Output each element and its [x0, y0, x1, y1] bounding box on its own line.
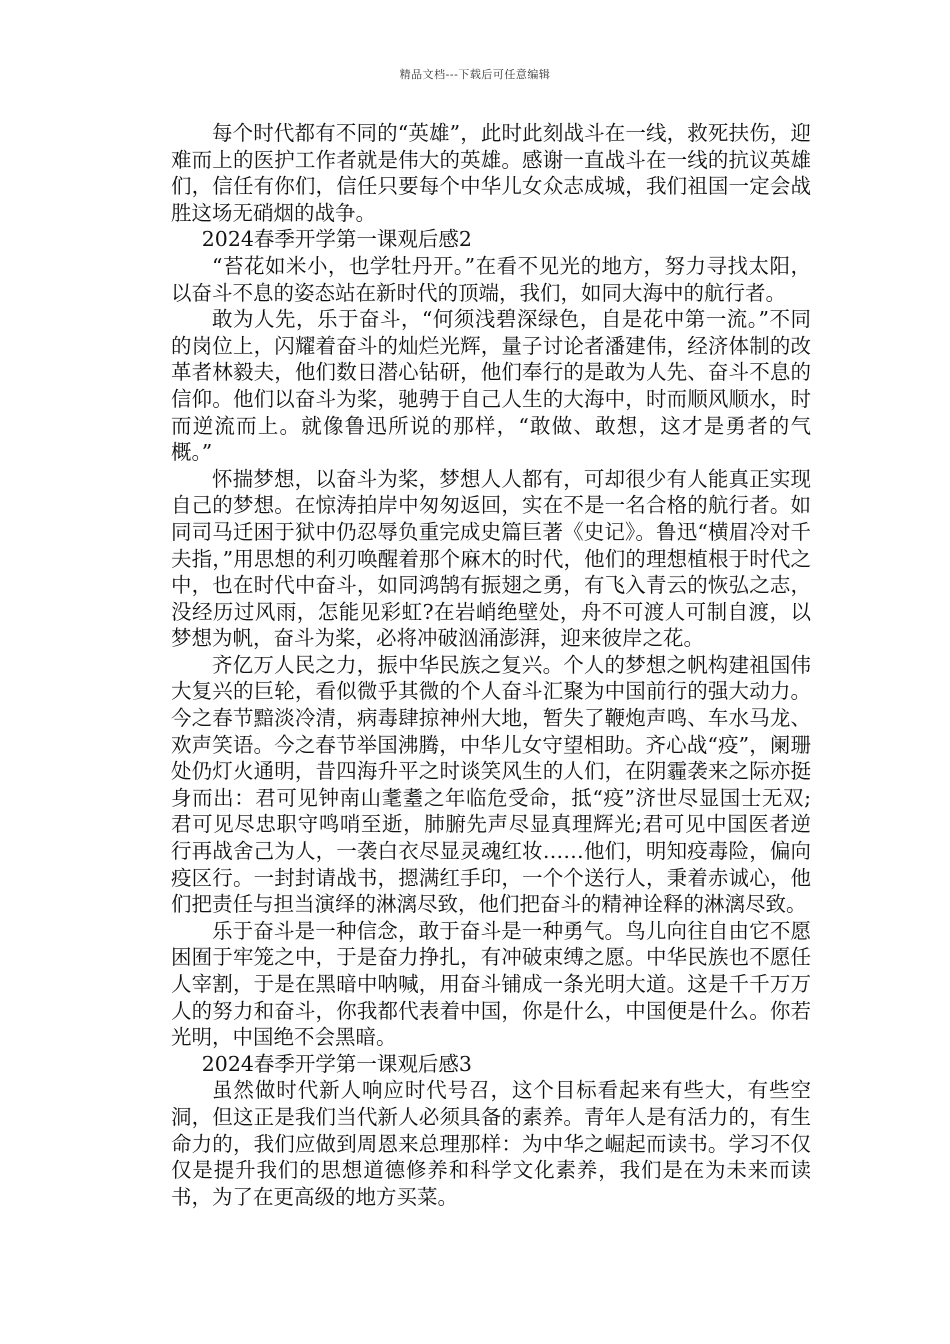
- body-paragraph: 乐于奋斗是一种信念，敢于奋斗是一种勇气。鸟儿向往自由它不愿困囿于牢笼之中，于是奋力挣扎，有冲破束缚之愿。中华民族也不愿任人宰割，于是在黑暗中呐喊，用奋斗铺成一条光明大道。这是千千万万人的努力和奋斗，你我都代表着中国，你是什么，中国便是什么。你若光明，中国绝不会黑暗。: [171, 918, 811, 1050]
- body-paragraph: 敢为人先，乐于奋斗，“何须浅碧深绿色，自是花中第一流。”不同的岗位上，闪耀着奋斗的灿烂光辉，量子讨论者潘建伟，经济体制的改革者林毅夫，他们数日潜心钻研，他们奉行的是敢为人先、奋斗不息的信仰。他们以奋斗为桨，驰骋于自己人生的大海中，时而顺风顺水，时而逆流而上。就像鲁迅所说的那样，“敢做、敢想，这才是勇者的气概。”: [171, 307, 811, 465]
- section-heading: 2024春季开学第一课观后感3: [201, 1051, 472, 1076]
- section-heading: 2024春季开学第一课观后感2: [201, 227, 472, 252]
- body-paragraph: “苔花如米小，也学牡丹开。”在看不见光的地方，努力寻找太阳，以奋斗不息的姿态站在新时代的顶端，我们，如同大海中的航行者。: [171, 253, 811, 305]
- body-paragraph: 齐亿万人民之力，振中华民族之复兴。个人的梦想之帆构建祖国伟大复兴的巨轮，看似微乎其微的个人奋斗汇聚为中国前行的强大动力。今之春节黯淡冷清，病毒肆掠神州大地，暂失了鞭炮声鸣、车水马龙、欢声笑语。今之春节举国沸腾，中华儿女守望相助。齐心战“疫”，阑珊处仍灯火通明，昔四海升平之时谈笑风生的人们，在阴霾袭来之际亦挺身而出：君可见钟南山耄耋之年临危受命，抵“疫”济世尽显国士无双;君可见尽忠职守鸣哨至逝，肺腑先声尽显真理辉光;君可见中国医者逆行再战舍己为人，一袭白衣尽显灵魂红妆……他们，明知疫毒险，偏向疫区行。一封封请战书，摁满红手印，一个个送行人，秉着赤诚心，他们把责任与担当演绎的淋漓尽致，他们把奋斗的精神诠释的淋漓尽致。: [171, 652, 811, 917]
- page-header: 精品文档---下载后可任意编辑: [399, 68, 551, 81]
- body-paragraph: 每个时代都有不同的“英雄”，此时此刻战斗在一线，救死扶伤，迎难而上的医护工作者就是伟大的英雄。感谢一直战斗在一线的抗议英雄们，信任有你们，信任只要每个中华儿女众志成城，我们祖国一定会战胜这场无硝烟的战争。: [171, 121, 811, 225]
- document-body: [171, 120, 811, 1210]
- body-paragraph: 虽然做时代新人响应时代号召，这个目标看起来有些大，有些空洞，但这正是我们当代新人必须具备的素养。青年人是有活力的，有生命力的，我们应做到周恩来总理那样：为中华之崛起而读书。学习不仅仅是提升我们的思想道德修养和科学文化素养，我们是在为未来而读书，为了在更高级的地方买菜。: [171, 1078, 811, 1209]
- body-paragraph: 怀揣梦想，以奋斗为桨，梦想人人都有，可却很少有人能真正实现自己的梦想。在惊涛拍岸中匆匆返回，实在不是一名合格的航行者。如同司马迁困于狱中仍忍辱负重完成史篇巨著《史记》。鲁迅“横眉冷对千夫指，”用思想的利刃唤醒着那个麻木的时代，他们的理想植根于时代之中，也在时代中奋斗，如同鸿鹄有振翅之勇，有飞入青云的恢弘之志，没经历过风雨，怎能见彩虹?在岩峭绝壁处，舟不可渡人可制自渡，以梦想为帆，奋斗为桨，必将冲破汹涌澎湃，迎来彼岸之花。: [171, 466, 811, 651]
